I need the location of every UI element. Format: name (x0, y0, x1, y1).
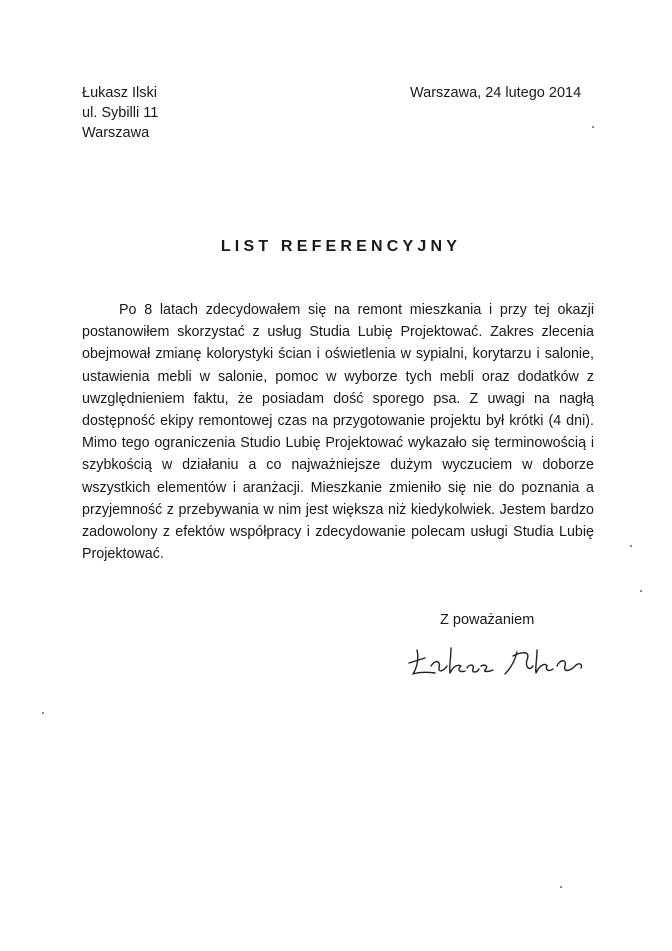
place-and-date: Warszawa, 24 lutego 2014 (410, 85, 582, 101)
scan-speck (630, 545, 632, 547)
scan-speck (592, 126, 594, 128)
closing-phrase: Z poważaniem (440, 612, 535, 628)
sender-address (82, 83, 158, 143)
sender-name: Łukasz Ilski (82, 85, 157, 101)
scan-speck (560, 886, 562, 888)
scan-speck (640, 590, 642, 592)
sender-street: ul. Sybilli 11 (82, 105, 159, 121)
scan-speck (42, 712, 44, 714)
sender-city: Warszawa (82, 125, 150, 141)
letter-title: LIST REFERENCYJNY (220, 238, 462, 255)
handwritten-signature (405, 636, 605, 686)
letter-body: Po 8 latach zdecydowałem się na remont mieszkania i przy tej okazji postanowiłem skorzystać z usług Studia Lubię Projektować. Zakres zlecenia obejmował zmianę kolorystyki ścian i oświetlenia w sypialni, korytarzu i salonie, ustawienia mebli w salonie, pomoc w wyborze tych mebli oraz dodatków z uwzględnieniem faktu, że posiadam dość sporego psa. Z uwagi na nagłą dostępność ekipy remontowej czas na przygotowanie projektu był krótki (4 dni). Mimo tego ograniczenia Studio Lubię Projektować wykazało się terminowością i szybkością w działaniu a co najważniejsze dużym wyczuciem w doborze wszystkich elementów i aranżacji. Mieszkanie zmieniło się nie do poznania a przyjemność z przebywania w nim jest większa niż kiedykolwiek. Jestem bardzo zadowolony z efektów współpracy i zdecydowanie polecam usługi Studia Lubię Projektować. (82, 302, 594, 563)
